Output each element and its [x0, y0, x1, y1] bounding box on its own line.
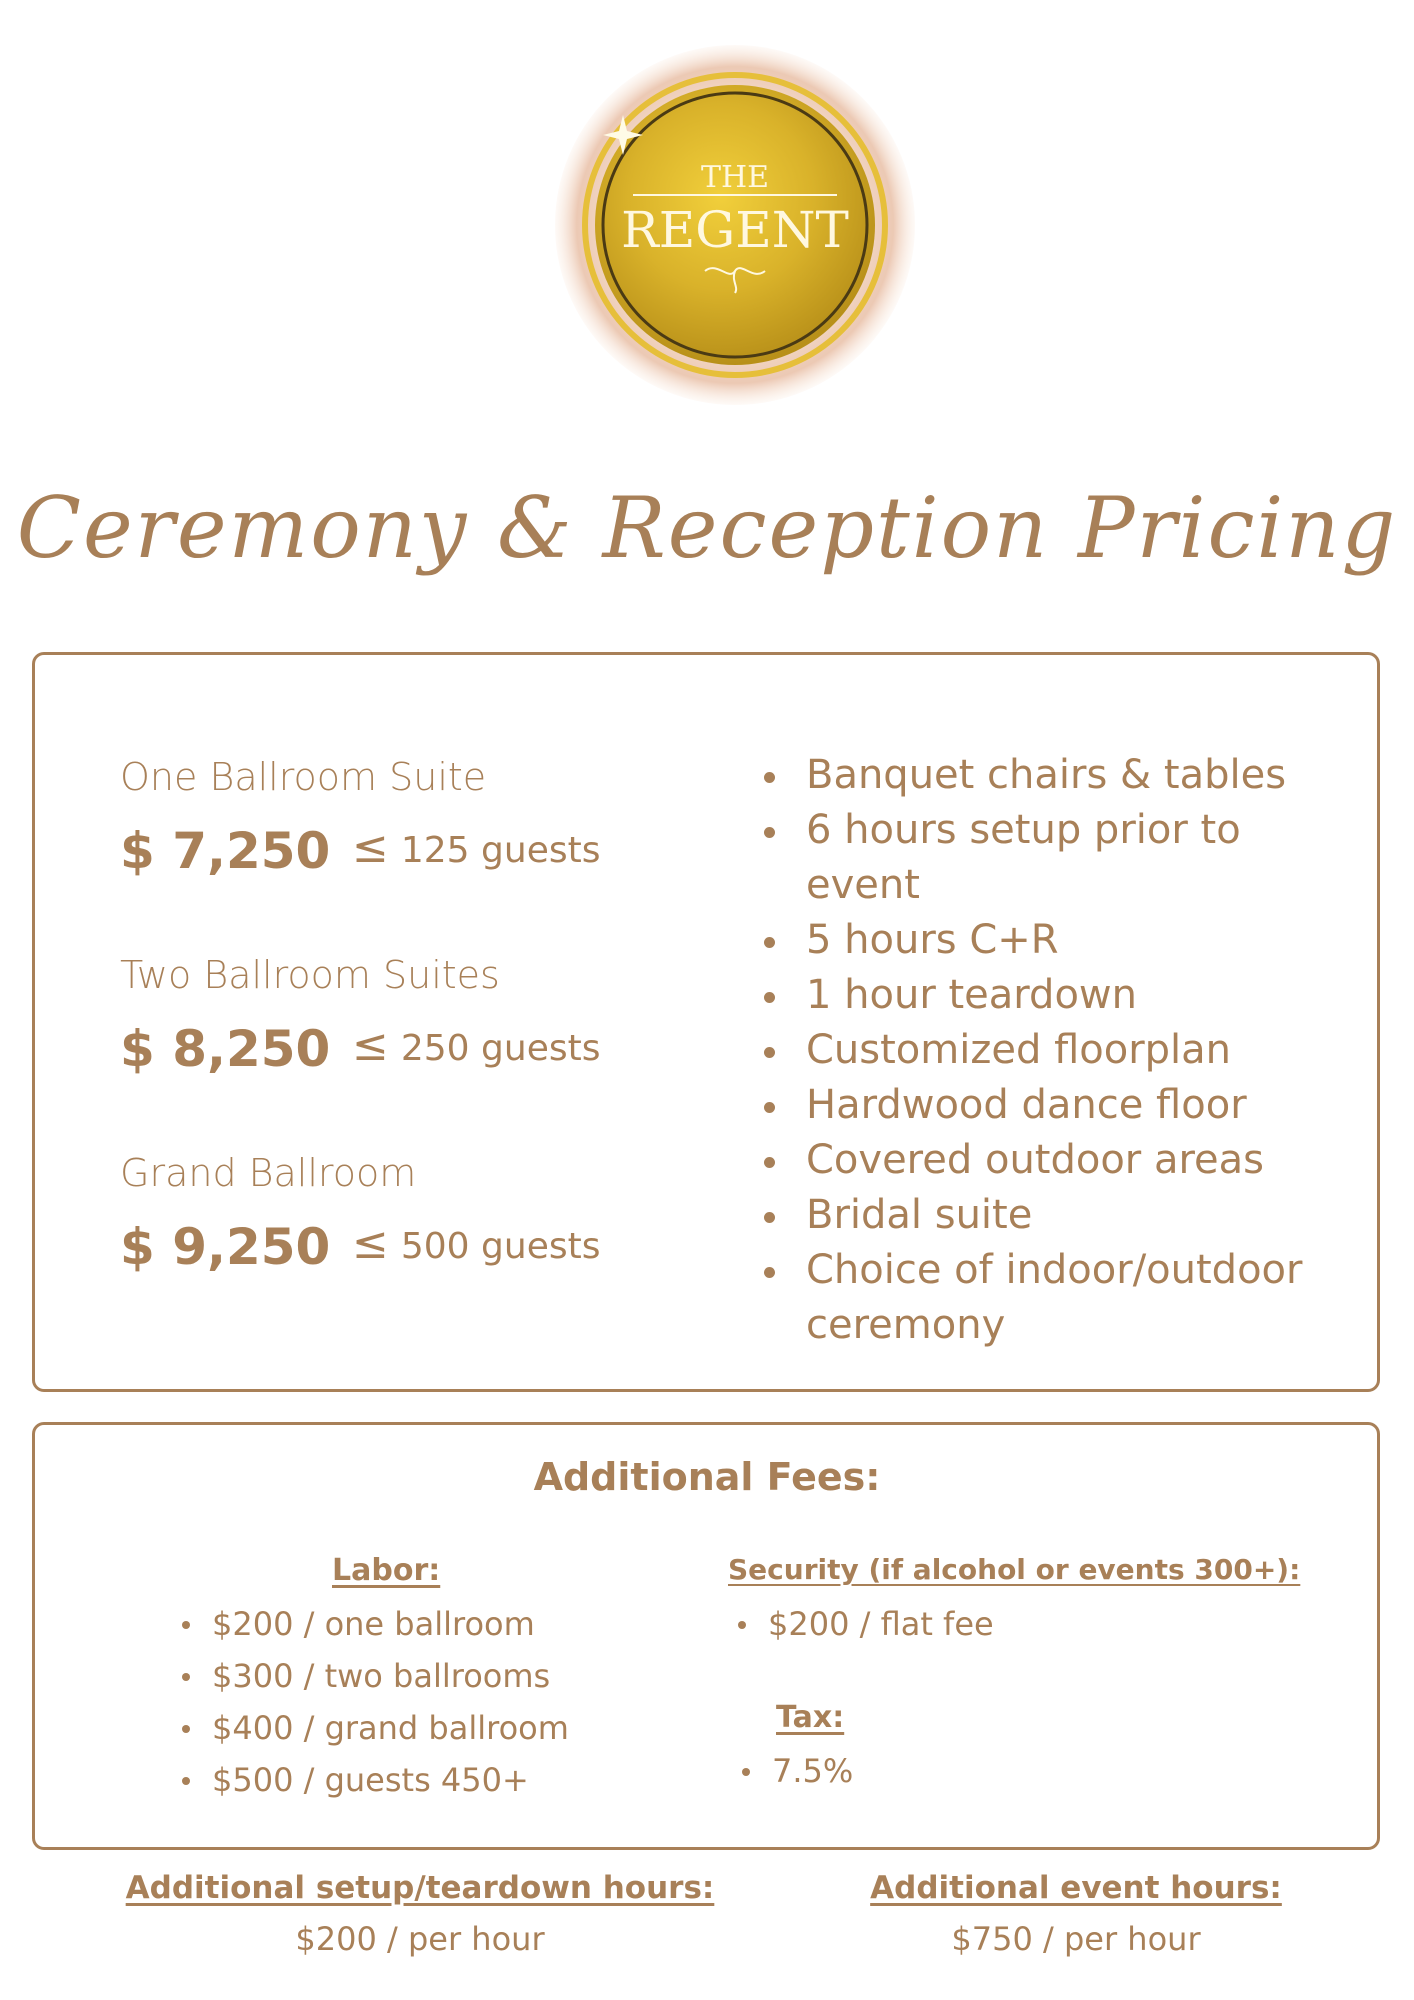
list-item: 6 hours setup prior to event — [760, 803, 1360, 913]
security-list — [734, 1598, 994, 1650]
list-item: Covered outdoor areas — [760, 1133, 1360, 1188]
fees-title: Additional Fees: — [533, 1455, 881, 1499]
regent-logo — [545, 35, 925, 415]
event-hours-heading: Additional event hours: — [870, 1870, 1282, 1906]
list-item: $200 / flat fee — [734, 1598, 994, 1650]
labor-heading: Labor: — [332, 1553, 441, 1588]
list-item: 7.5% — [738, 1745, 853, 1797]
list-item: 1 hour teardown — [760, 968, 1360, 1023]
tier-price-one-ballroom: $ 7,250 — [120, 822, 331, 880]
setup-hours-heading: Additional setup/teardown hours: — [125, 1870, 715, 1906]
tier-capacity-grand-ballroom — [352, 1218, 601, 1269]
list-item: $500 / guests 450+ — [178, 1754, 569, 1806]
list-item: $300 / two ballrooms — [178, 1650, 569, 1702]
tier-name-one-ballroom: One Ballroom Suite — [120, 755, 487, 799]
capacity-label: 125 guests — [400, 830, 601, 871]
tax-list — [738, 1745, 853, 1797]
less-equal-icon: ≤ — [352, 822, 389, 873]
list-item: Customized floorplan — [760, 1023, 1360, 1078]
tier-name-grand-ballroom: Grand Ballroom — [120, 1151, 417, 1195]
list-item: Bridal suite — [760, 1188, 1360, 1243]
security-heading: Security (if alcohol or events 300+): — [728, 1553, 1301, 1586]
list-item: Banquet chairs & tables — [760, 748, 1360, 803]
tier-name-two-ballroom: Two Ballroom Suites — [120, 953, 500, 997]
page-title: Ceremony & Reception Pricing — [16, 479, 1398, 577]
list-item: $200 / one ballroom — [178, 1598, 569, 1650]
less-equal-icon: ≤ — [352, 1218, 389, 1269]
capacity-label: 500 guests — [400, 1226, 601, 1267]
list-item: Hardwood dance floor — [760, 1078, 1360, 1133]
less-equal-icon: ≤ — [352, 1020, 389, 1071]
capacity-label: 250 guests — [400, 1028, 601, 1069]
amenities-list — [760, 748, 1360, 1353]
labor-list — [178, 1598, 569, 1806]
event-hours-rate: $750 / per hour — [951, 1920, 1201, 1958]
list-item: Choice of indoor/outdoor ceremony — [760, 1243, 1360, 1353]
logo-text-regent: REGENT — [621, 201, 849, 259]
list-item: $400 / grand ballroom — [178, 1702, 569, 1754]
list-item: 5 hours C+R — [760, 913, 1360, 968]
logo-text-the: THE — [700, 160, 770, 195]
tier-capacity-two-ballroom — [352, 1020, 601, 1071]
tier-price-two-ballroom: $ 8,250 — [120, 1020, 331, 1078]
tier-price-grand-ballroom: $ 9,250 — [120, 1218, 331, 1276]
tier-capacity-one-ballroom — [352, 822, 601, 873]
tax-heading: Tax: — [776, 1700, 845, 1735]
setup-hours-rate: $200 / per hour — [295, 1920, 545, 1958]
